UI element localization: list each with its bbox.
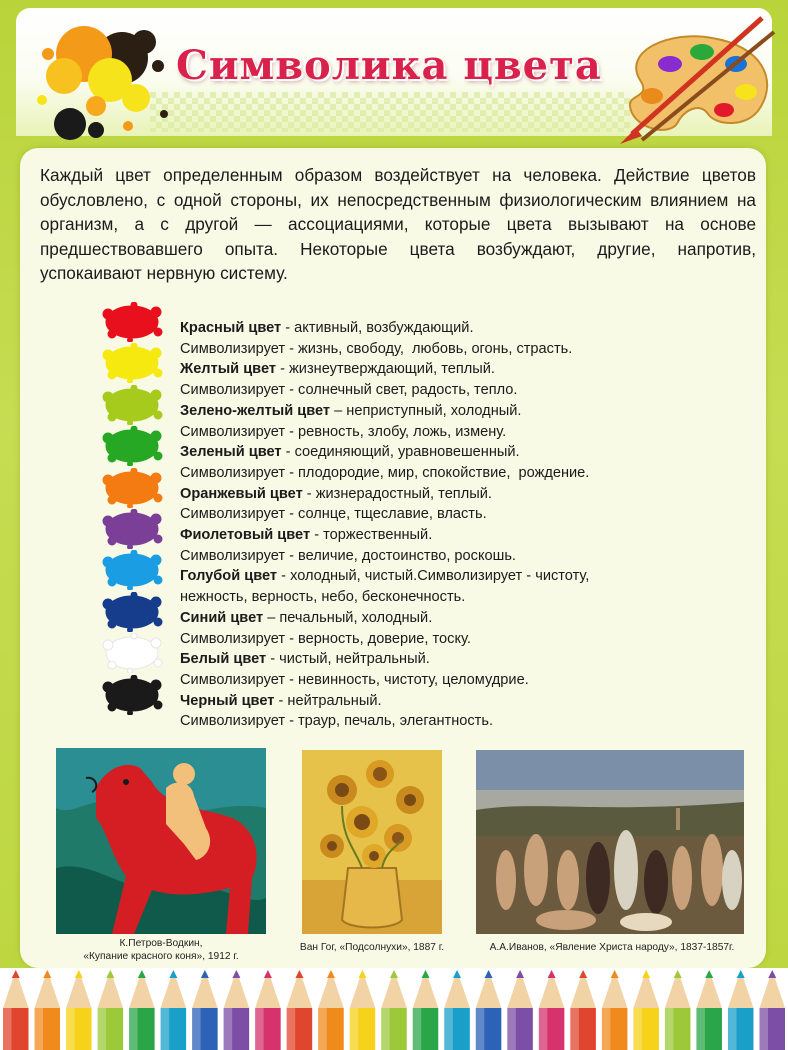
color-separator: – <box>263 609 280 626</box>
palette-icon <box>612 10 780 150</box>
caption-line: «Купание красного коня», 1912 г. <box>83 950 239 962</box>
color-title-line <box>180 401 720 422</box>
color-name: Зелено-желтый цвет <box>180 402 331 419</box>
painting-christ-appearance <box>476 750 744 934</box>
color-symbol-line: Символизирует - жизнь, свободу, любовь, огонь, страсть. <box>180 340 573 357</box>
color-blob-9 <box>100 675 164 715</box>
painting-caption-3 <box>462 942 762 955</box>
pencils-border <box>0 968 788 1050</box>
painting-red-horse <box>56 748 266 934</box>
page-title: Символика цвета <box>176 42 602 89</box>
caption-line: А.А.Иванов, «Явление Христа народу», 1837-1857г. <box>489 942 735 953</box>
color-title-line <box>180 442 720 463</box>
color-separator: - <box>266 651 280 668</box>
color-title-line <box>180 566 720 587</box>
color-description: неприступный, холодный. <box>346 402 522 419</box>
painting-caption-2 <box>282 942 462 955</box>
color-symbol-line: Символизирует - траур, печаль, элегантность. <box>180 713 494 730</box>
color-separator: - <box>276 361 290 378</box>
color-name: Синий цвет <box>180 609 264 626</box>
color-title-line <box>180 649 720 670</box>
color-separator: - <box>277 568 291 585</box>
color-description: печальный, холодный. <box>279 609 433 626</box>
color-separator: - <box>274 692 288 709</box>
color-description: торжественный. <box>323 527 433 544</box>
color-separator: - <box>302 485 316 502</box>
color-symbol-line: Символизирует - плодородие, мир, спокойствие, рождение. <box>180 464 590 481</box>
checker-pattern <box>150 92 630 132</box>
color-blob-0 <box>100 302 164 342</box>
intro-paragraph: Каждый цвет определенным образом воздействует на человека. Действие цветов обусловлено, с одной стороны, их непосредственным физиологическим влиянием на организм, а с другой — ассоциациями, которые цвета вызывают на основе предшествовавшего опыта. Некоторые цвета возбуждают, другие, напротив, успокаивают нервную систему. <box>40 165 756 284</box>
color-description: нейтральный. <box>287 692 382 709</box>
color-name: Зеленый цвет <box>180 444 282 461</box>
color-symbol-line: Символизирует - верность, доверие, тоску. <box>180 630 471 647</box>
color-separator: - <box>281 320 295 336</box>
color-name: Желтый цвет <box>180 361 277 378</box>
color-title-line <box>180 608 720 629</box>
color-separator: – <box>330 402 347 419</box>
color-title-line <box>180 691 720 712</box>
caption-line: К.Петров-Водкин, <box>119 938 203 949</box>
color-symbol-line: Символизирует - солнце, тщеславие, власть. <box>180 506 487 523</box>
color-title-line <box>180 359 720 380</box>
color-symbol-line: Символизирует - невинность, чистоту, целомудрие. <box>180 671 529 688</box>
color-description: активный, возбуждающий. <box>294 320 474 336</box>
color-symbol-line: Символизирует - величие, достоинство, роскошь. <box>180 547 516 564</box>
color-description: чистый, нейтральный. <box>279 651 430 668</box>
color-name: Черный цвет <box>180 692 275 709</box>
color-description: соединяющий, уравновешенный. <box>294 444 520 461</box>
color-blob-2 <box>100 385 164 425</box>
color-blob-1 <box>100 343 164 383</box>
color-blob-4 <box>100 468 164 508</box>
color-description: жизнерадостный, теплый. <box>315 485 492 502</box>
painting-sunflowers <box>302 750 442 934</box>
color-title-line <box>180 525 720 546</box>
color-description: холодный, чистый.Символизирует - чистоту, <box>290 568 590 585</box>
color-symbol-line: нежность, верность, небо, бесконечность. <box>180 589 466 606</box>
color-blob-8 <box>100 633 164 673</box>
color-title-line <box>180 318 720 339</box>
color-title-line <box>180 484 720 505</box>
color-name: Оранжевый цвет <box>180 485 303 502</box>
color-blob-5 <box>100 509 164 549</box>
color-name: Фиолетовый цвет <box>180 527 311 544</box>
paint-splatter-icon <box>24 14 174 144</box>
painting-caption-1 <box>56 938 266 963</box>
color-symbol-line: Символизирует - солнечный свет, радость, тепло. <box>180 382 518 399</box>
color-separator: - <box>310 527 324 544</box>
color-name: Голубой цвет <box>180 568 278 585</box>
color-descriptions <box>180 318 720 732</box>
color-blob-6 <box>100 550 164 590</box>
color-blob-7 <box>100 592 164 632</box>
color-description: жизнеутверждающий, теплый. <box>289 361 495 378</box>
color-blob-3 <box>100 426 164 466</box>
color-separator: - <box>281 444 295 461</box>
color-symbol-line: Символизирует - ревность, злобу, ложь, измену. <box>180 423 507 440</box>
color-name: Белый цвет <box>180 651 267 668</box>
caption-line: Ван Гог, «Подсолнухи», 1887 г. <box>299 942 445 953</box>
color-name: Красный цвет <box>180 320 282 336</box>
